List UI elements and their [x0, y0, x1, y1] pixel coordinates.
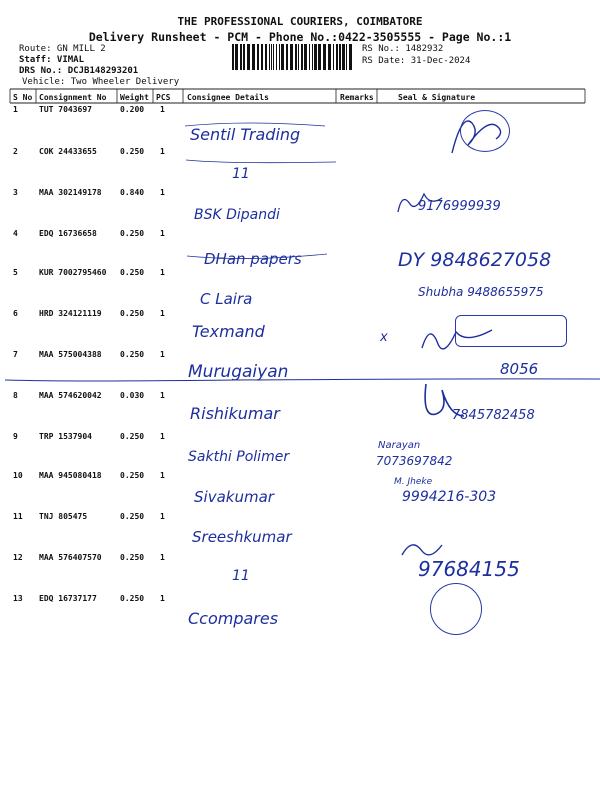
row-sno: 1 [13, 105, 18, 114]
row-weight: 0.250 [120, 471, 145, 480]
handwritten-phone: DY 9848627058 [398, 249, 552, 271]
handwritten-phone: 9994216-303 [402, 489, 497, 505]
row-weight: 0.250 [120, 147, 145, 156]
handwritten-phone: 7845782458 [452, 408, 535, 423]
row-pcs: 1 [160, 350, 165, 359]
handwritten-consignee: Ccompares [188, 609, 279, 628]
handwritten-phone: 8056 [500, 360, 539, 378]
row-consignment: EDQ 16737177 [39, 594, 97, 603]
company-seal [430, 583, 482, 635]
col-header-weight: Weight [120, 93, 149, 102]
row-sno: 13 [13, 594, 23, 603]
row-consignment: TUT 7043697 [39, 105, 92, 114]
row-sno: 6 [13, 309, 18, 318]
row-sno: 5 [13, 268, 18, 277]
handwritten-consignee: Sreeshkumar [192, 528, 292, 546]
route-label: Route: GN MILL 2 [19, 44, 106, 54]
row-pcs: 1 [160, 147, 165, 156]
row-pcs: 1 [160, 471, 165, 480]
row-sno: 8 [13, 391, 18, 400]
row-weight: 0.250 [120, 229, 145, 238]
row-weight: 0.250 [120, 594, 145, 603]
col-header-consignment: Consignment No [39, 93, 107, 102]
handwritten-consignee: BSK Dipandi [194, 207, 280, 223]
handwritten-consignee: C Laira [200, 290, 253, 308]
handwritten-consignee: 11 [232, 166, 250, 182]
row-pcs: 1 [160, 188, 165, 197]
row-pcs: 1 [160, 594, 165, 603]
staff-label: Staff: VIMAL [19, 55, 85, 65]
row-consignment: TNJ 805475 [39, 512, 88, 521]
row-consignment: MAA 575004388 [39, 350, 102, 359]
row-weight: 0.250 [120, 512, 145, 521]
handwritten-name: M. Jheke [394, 477, 433, 487]
handwritten-consignee: Murugaiyan [188, 362, 289, 382]
rs-number: RS No.: 1482932 [362, 44, 444, 54]
row-consignment: MAA 576407570 [39, 553, 102, 562]
handwritten-consignee: Sentil Trading [190, 125, 301, 144]
vehicle-label: Vehicle: Two Wheeler Delivery [22, 77, 180, 87]
company-title: THE PROFESSIONAL COURIERS, COIMBATORE [177, 15, 423, 28]
handwritten-consignee: 11 [232, 568, 250, 584]
handwritten-phone: 9176999939 [418, 199, 501, 214]
row-consignment: MAA 945080418 [39, 471, 102, 480]
handwritten-consignee: Sakthi Polimer [188, 449, 290, 465]
handwritten-phone: Shubha 9488655975 [418, 285, 544, 299]
handwritten-consignee: Texmand [192, 322, 265, 341]
row-pcs: 1 [160, 391, 165, 400]
drs-number: DRS No.: DCJB148293201 [19, 66, 139, 76]
row-consignment: KUR 7002795460 [39, 268, 107, 277]
row-weight: 0.200 [120, 105, 145, 114]
row-consignment: EDQ 16736658 [39, 229, 97, 238]
row-weight: 0.250 [120, 553, 145, 562]
handwritten-mark: x [380, 330, 388, 345]
row-pcs: 1 [160, 553, 165, 562]
row-weight: 0.840 [120, 188, 145, 197]
row-sno: 10 [13, 471, 23, 480]
row-consignment: COK 24433655 [39, 147, 97, 156]
company-seal [460, 110, 510, 152]
row-pcs: 1 [160, 229, 165, 238]
row-sno: 11 [13, 512, 23, 521]
row-pcs: 1 [160, 105, 165, 114]
col-header-sno: S No [13, 93, 33, 102]
row-weight: 0.250 [120, 350, 145, 359]
row-sno: 12 [13, 553, 23, 562]
row-pcs: 1 [160, 432, 165, 441]
handwritten-consignee: DHan papers [204, 250, 302, 268]
row-weight: 0.250 [120, 309, 145, 318]
row-consignment: MAA 574620042 [39, 391, 102, 400]
col-header-remarks: Remarks [340, 93, 374, 102]
row-consignment: MAA 302149178 [39, 188, 102, 197]
row-weight: 0.250 [120, 432, 145, 441]
handwritten-consignee: Sivakumar [194, 488, 274, 506]
rs-date: RS Date: 31-Dec-2024 [362, 56, 471, 66]
handwritten-consignee: Rishikumar [190, 404, 280, 423]
row-sno: 3 [13, 188, 18, 197]
company-seal [455, 315, 567, 347]
col-header-pcs: PCS [156, 93, 171, 102]
row-sno: 7 [13, 350, 18, 359]
row-pcs: 1 [160, 268, 165, 277]
row-pcs: 1 [160, 309, 165, 318]
runsheet-subtitle: Delivery Runsheet - PCM - Phone No.:0422-3505555 - Page No.:1 [88, 30, 512, 44]
row-pcs: 1 [160, 512, 165, 521]
row-sno: 2 [13, 147, 18, 156]
col-header-seal: Seal & Signature [398, 93, 476, 102]
col-header-consignee: Consignee Details [187, 93, 269, 102]
handwritten-phone: 97684155 [418, 557, 520, 581]
row-sno: 9 [13, 432, 18, 441]
row-sno: 4 [13, 229, 18, 238]
handwritten-phone: 7073697842 [376, 454, 453, 468]
handwritten-name: Narayan [378, 440, 421, 451]
row-consignment: HRD 324121119 [39, 309, 102, 318]
row-weight: 0.030 [120, 391, 145, 400]
row-consignment: TRP 1537904 [39, 432, 92, 441]
row-weight: 0.250 [120, 268, 145, 277]
